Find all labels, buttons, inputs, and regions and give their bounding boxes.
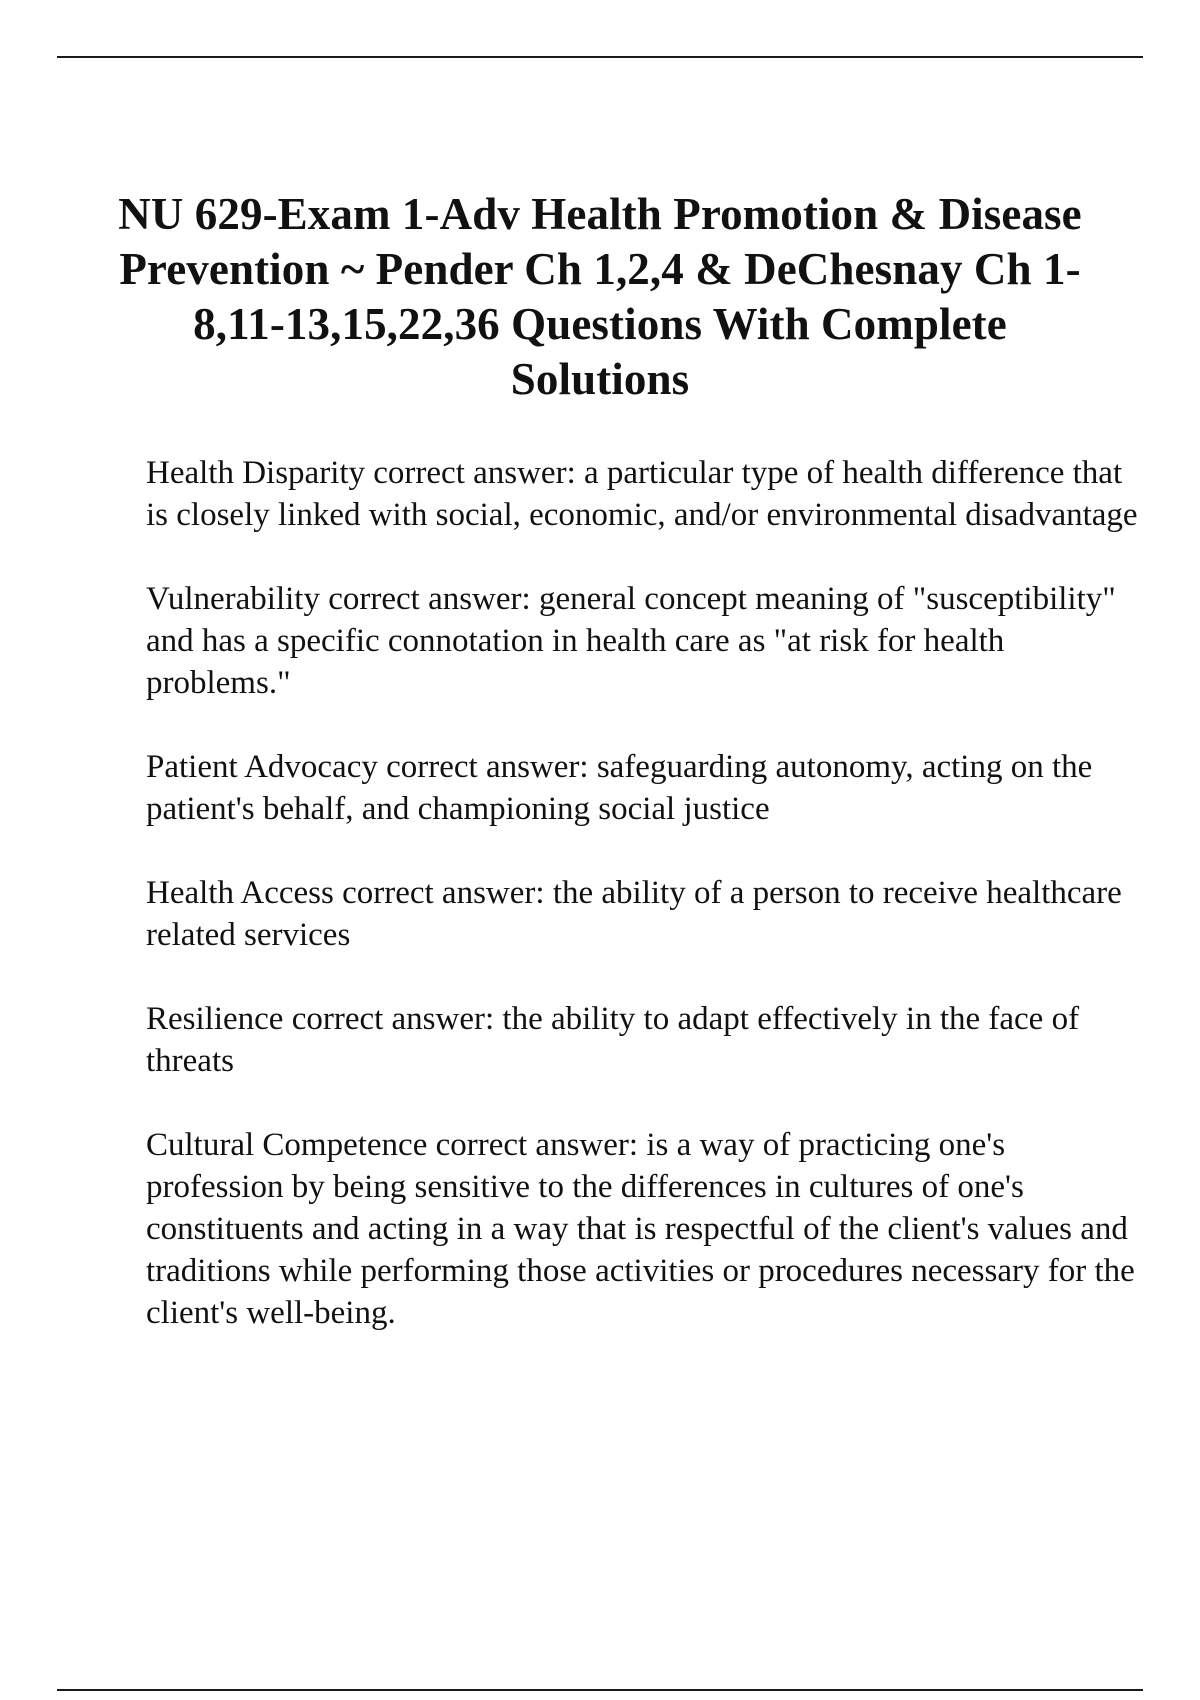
qa-item (146, 452, 1146, 536)
qa-answer: the ability to adapt effectively in the face of threats (146, 1001, 1080, 1079)
qa-item (146, 1124, 1146, 1334)
qa-term: Patient Advocacy correct answer: (146, 749, 589, 785)
qa-list (146, 452, 1146, 1376)
qa-term: Resilience correct answer: (146, 1001, 495, 1037)
qa-answer: general concept meaning of "susceptibility" and has a specific connotation in health care as "at risk for health problems." (146, 581, 1116, 701)
qa-term: Health Access correct answer: (146, 875, 545, 911)
document-title: NU 629-Exam 1-Adv Health Promotion & Disease Prevention ~ Pender Ch 1,2,4 & DeChesnay Ch 1-8,11-13,15,22,36 Questions With Complete Solutions (118, 189, 1082, 404)
header-rule (57, 56, 1143, 58)
qa-item (146, 872, 1146, 956)
qa-answer: a particular type of health difference that is closely linked with social, economic, and/or environmental disadvantage (146, 455, 1138, 533)
qa-term: Vulnerability correct answer: (146, 581, 531, 617)
qa-answer: safeguarding autonomy, acting on the patient's behalf, and championing social justice (146, 749, 1093, 827)
qa-term: Cultural Competence correct answer: (146, 1127, 639, 1163)
qa-item (146, 746, 1146, 830)
qa-item (146, 578, 1146, 704)
qa-term: Health Disparity correct answer: (146, 455, 576, 491)
footer-rule (57, 1689, 1143, 1691)
qa-answer: is a way of practicing one's profession by being sensitive to the differences in cultures of one's constituents and acting in a way that is respectful of the client's values and traditions while performing those activities or procedures necessary for the client's well-being. (146, 1127, 1135, 1331)
qa-item (146, 998, 1146, 1082)
qa-answer: the ability of a person to receive healthcare related services (146, 875, 1122, 953)
